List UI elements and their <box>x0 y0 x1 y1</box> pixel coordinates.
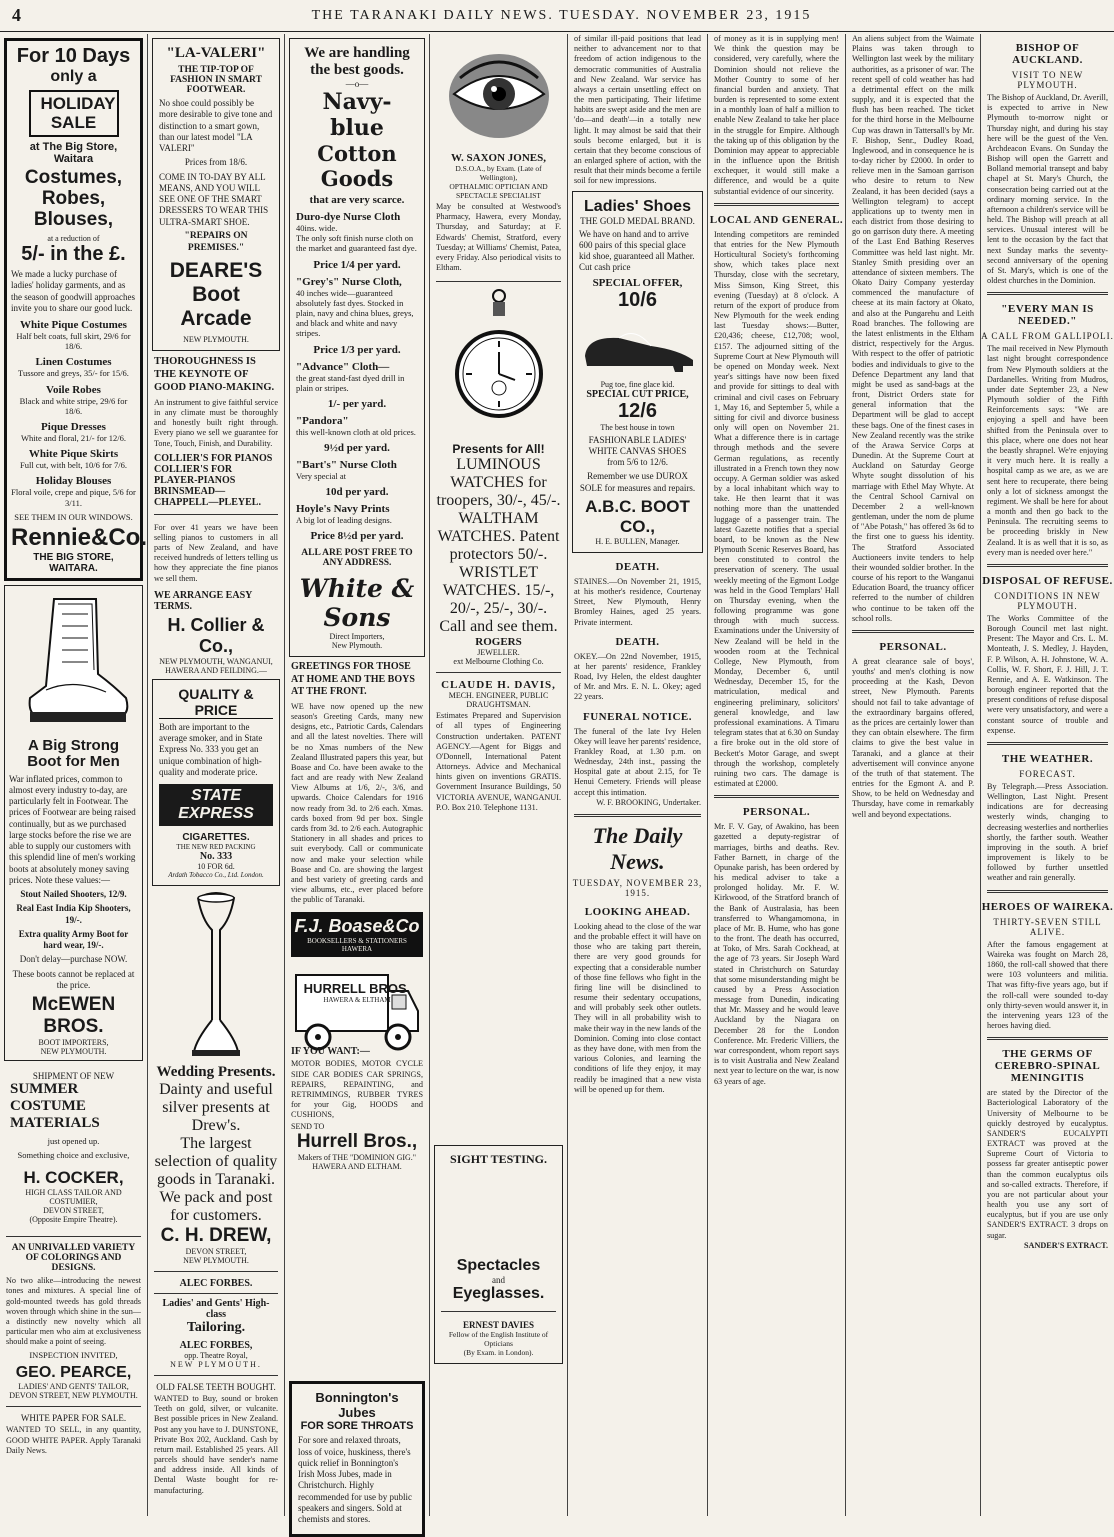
rennie-goods: Costumes, Robes, Blouses, <box>24 167 123 231</box>
collier-towns-2: HAWERA AND FEILDING.— <box>165 665 267 675</box>
white-big-1: Navy-blue <box>322 89 392 141</box>
article-continued: of similar ill-paid positions that lead neither to advancement nor to that freedom of action indigenous to the democratic communities of Australia and New Zealand. War service has always a certain unsettling effect on the men participating. Their lifetime habits are swept aside and the men are 'do—and death'—in a totally new light. It may almost be said that their souls become enlarged, but it is certain that they become conscious of an enlarged sphere of action, with the result that their minds become a fertile soil for new impressions. <box>574 34 701 186</box>
boot-item: Extra quality Army Boot for hard wear, 19/-. <box>18 928 129 951</box>
local-general-text: Intending competitors are reminded that entries for the New Plymouth Horticultural Society's forthcoming show, which takes place next Thursday, close with the secretary, Miss Simson, King Street, this evening (Tuesday) at 8 o'clock. A return of the export of produce from New Plymouth for the week ending last Tuesday shows:—Butter, £20,436; cheese, £12,708; wool, £157. The adjourned sitting of the Supreme Court at New Plymouth will be opened on Monday week. Next year's sittings have now been fixed and provide for sittings to deal with criminal and civil cases on February 1, May 16, and September 5, while a sitting for civil and divorce business only will open on November 21. What a difference there is in cartage through methods and the severe German regulations, as recently illustrated in a French town they now occupy. A German soldier was asked by a local inhabitant which way to take. He then learnt that it was nothing more than the unattended luggage of a passenger train. The latest Gazette notifies that a special board, to be known as the New Plymouth Scenic Reserves Board, has been constituted to control the preservation of scenery. The usual weekly meeting of the Egmont Lodge was held in the Good Templars' Hall on Thursday evening, when the following programme was gone through with much success. Examinations under the University of New Zealand will be held in the wooden room at the Technical College, New Plymouth, from Monday, December 6, until Wednesday, December 15, for the matriculation, medical and engineering preliminary, solicitors' general knowledge, and law professional examinations. A Timaru telegram states that at 6.30 on Sunday a fire broke out in the old store of Beckett's Motor Garage, and swept through the workshop, completely ruining two cars. The damage is estimated at £2000. <box>714 229 839 789</box>
hurrell-sign: HURRELL BROS. <box>303 981 411 997</box>
every-man-heading: "EVERY MAN IS NEEDED." <box>1001 303 1094 328</box>
white-item: Hoyle's Navy Prints <box>296 503 390 516</box>
column-6 <box>708 34 846 1516</box>
rennie-reduction-label: at a reduction of <box>47 234 100 244</box>
rogers-line-2: WALTHAM WATCHES. Patent protectors 50/-. <box>437 510 560 564</box>
boase-town: HAWERA <box>341 945 373 954</box>
rennie-location: at The Big Store, Waitara <box>29 141 118 166</box>
rennie-firm-name: Rennie&Co. <box>11 523 148 551</box>
pearce-invite: INSPECTION INVITED, <box>29 1350 118 1361</box>
white-item-price: Price 1/4 per yard. <box>313 258 401 271</box>
rogers-ad <box>436 288 561 666</box>
white-paper-text: WANTED TO SELL, in any quantity, GOOD WHITE PAPER. Apply Taranaki Daily News. <box>6 1425 141 1455</box>
rennie-ad <box>4 38 148 581</box>
hurrell-send: SEND TO <box>291 1122 325 1132</box>
weather-subheading: FORECAST. <box>1019 768 1076 779</box>
rennie-item-list <box>11 319 136 508</box>
davis-name: CLAUDE H. DAVIS, <box>441 679 556 692</box>
lavaleri-text-2: COME IN TO-DAY BY ALL MEANS, AND YOU WILL SEE ONE OF THE SMART DRESSERS TO WEAR THIS ULTRA-SMART SHOE. <box>159 171 269 227</box>
boase-ad <box>291 661 423 957</box>
boase-logo <box>291 912 423 957</box>
white-item-desc: Very special at <box>296 471 347 482</box>
rogers-firm-name: ROGERS <box>475 636 522 649</box>
column-3 <box>285 34 430 1525</box>
abc-caption: Pug toe, fine glace kid. <box>600 379 675 389</box>
boase-firm-role: BOOKSELLERS & STATIONERS <box>307 937 407 946</box>
drew-text-2: The largest selection of quality goods in Taranaki. <box>154 1135 278 1189</box>
pocket-watch-illustration <box>453 288 545 438</box>
collier-towns: NEW PLYMOUTH, WANGANUI, <box>159 656 273 666</box>
hurrell-firm-name: Hurrell Bros., <box>296 1131 418 1153</box>
lavaleri-ad <box>152 38 280 351</box>
sight-mid: Spectacles <box>456 1256 541 1274</box>
white-firm-name: White & Sons <box>299 574 415 633</box>
state-brand: STATE EXPRESS <box>159 784 273 826</box>
state-cigarettes: CIGARETTES. <box>182 832 250 844</box>
forbes-firm-name: ALEC FORBES, <box>179 1340 253 1352</box>
collier-line-3: BRINSMEAD—CHAPPELL—PLEYEL. <box>154 485 261 508</box>
abc-price-1: 10/6 <box>618 288 657 311</box>
sight-credentials-2: (By Exam. in London). <box>463 1347 534 1357</box>
saxon-credentials: D.S.O.A., by Exam. (Late of Wellington), <box>455 164 542 182</box>
bishop-subheading: VISIT TO NEW PLYMOUTH. <box>1011 70 1084 90</box>
death-heading-2: DEATH. <box>615 635 660 648</box>
daily-news-date: TUESDAY, NOVEMBER 23, 1915. <box>572 877 703 898</box>
pearce-firm-name: GEO. PEARCE, <box>15 1364 132 1382</box>
abc-fashion: FASHIONABLE LADIES' WHITE CANVAS SHOES from 5/6 to 12/6. <box>588 434 687 468</box>
white-item-price: 10d per yard. <box>325 486 389 499</box>
white-item: "Pandora" <box>296 414 349 427</box>
white-paper-heading: WHITE PAPER FOR SALE. <box>20 1413 127 1424</box>
saxon-text: May be consulted at Westwood's Pharmacy, Hawera, every Monday, Thursday, and Saturday; at F. Edwards' Chemist, Stratford, every Tuesday; at Williams' Chemist, Patea, every Friday. Also periodical visits to Eltham. <box>436 202 561 273</box>
white-item: "Bart's" Nurse Cloth <box>296 459 397 472</box>
abc-special: SPECIAL OFFER, <box>592 276 683 289</box>
state-express-ad <box>152 679 280 886</box>
white-item-price: Price 8½d per yard. <box>310 530 404 543</box>
column-7 <box>846 34 981 1516</box>
abc-heading: Ladies' Shoes <box>584 197 691 215</box>
collier-line-2: COLLIER'S FOR PLAYER-PIANOS <box>154 463 236 486</box>
deares-firm-name-2: Boot Arcade <box>180 282 252 330</box>
column-2 <box>148 34 285 1516</box>
state-price: 10 FOR 6d. <box>197 862 235 872</box>
drew-town: NEW PLYMOUTH. <box>183 1256 249 1266</box>
forbes-town: NEW PLYMOUTH. <box>170 1360 262 1370</box>
rennie-town: WAITARA. <box>49 562 98 574</box>
state-text: Both are important to the average smoker, and in State Express No. 333 you get an unique combination of high-quality and moderate price. <box>159 721 263 777</box>
boot-item: Stout Nailed Shooters, 12/9. <box>20 889 127 900</box>
mcewen-boot-ad <box>4 585 143 1062</box>
drew-ad <box>154 890 278 1265</box>
pearce-role: LADIES' AND GENTS' TAILOR, <box>18 1382 129 1392</box>
personal-text: Mr. F. V. Gay, of Awakino, has been gazetted a deputy-registrar of marriages, births and deaths. Rev. Father Barnett, in charge of the Opunake parish, has been ordered by his medical adviser to take a prolonged holiday. Mr. F. W. Kirkwood, of the Stratford branch of the Bank of Australasia, has been transferred to Whangamomona, in place of Mr. B. Hume, who has gone to the front. The death has occurred, at Toko, of Mrs. Sarah Cockhead, at the age of 73 years. Sir Joseph Ward stated in Christchurch on Saturday that some misunderstanding might be caused by a Press Association message from Dunedin, indicating that Mr. Massey and he would leave Auckland by the Niagara on December 28 for the London Conference. Mr. Frederic Villiers, the war correspondent, whom report says is to visit Australia and New Zealand next year to lecture on the war, is now 63 years of age. <box>714 822 839 1086</box>
bishop-text: The Bishop of Auckland, Dr. Averill, is expected to arrive in New Plymouth to-morrow night or Thursday night, and during his stay here will be the guest of the Ven. Archdeacon Evans. On Sunday the Bishop will open the Garrett and Bolland memorial transept and baby chapel at St. Mary's Church, the consecration being carried out at the ordinary morning service. In the afternoon a children's service will be held. The Bishop will preach at all services. Unusual interest will be lent to the occasion by the fact that next Sunday marks the seventy-second anniversary of the opening of St. Mary's, which is one of the oldest churches in the Dominion. <box>987 93 1108 286</box>
hurrell-sign-2: HAWERA & ELTHAM <box>323 996 391 1005</box>
white-line-3: that are very scarce. <box>309 194 405 206</box>
state-quality-heading: QUALITY & PRICE <box>159 686 273 719</box>
sanders-sign: SANDER'S EXTRACT. <box>1023 1240 1108 1250</box>
refuse-heading: DISPOSAL OF REFUSE. <box>982 574 1113 587</box>
sight-mid-2: and <box>492 1274 505 1285</box>
death-notice-1: STAINES.—On November 21, 1915, at his mother's residence, Courtenay Street, New Plymouth, Henry Bromley Haines, aged 25 years. Private interment. <box>574 576 701 627</box>
rogers-heading: Presents for All! <box>452 442 545 457</box>
rennie-line1: For 10 Days <box>16 45 131 67</box>
boot-heading: A Big Strong Boot for Men <box>27 736 120 771</box>
shoe-illustration <box>579 316 699 376</box>
col7-personal-text: A great clearance sale of boys', youths' and men's clothing is now proceeding at the Kash, Devon street, New Plymouth. Parents should not fail to take advantage of the extraordinary bargains offered, as the prices are certainly lower than they can obtain elsewhere. The firm claims to give the best value in Taranaki, and a glance at their advertisement will convince anyone of the truth of that statement. The entries for the Egmont A. and P. Show, to be held on Wednesday and Thursday, have come in remarkably well and beyond expectations. <box>852 656 974 819</box>
cocker-ad <box>6 1065 141 1230</box>
abc-remember: Remember we use DUROX SOLE for measures and repairs. <box>579 471 696 493</box>
weather-text: By Telegraph.—Press Association. Wellington, Last Night. Present indications are for decreasing westerly winds, changing to decreasing westerlies and northerlies shortly, the farther south. Weather improving in the south. A brief improvement is likely to be followed by further unsettled weather and rain generally. <box>987 781 1108 883</box>
local-general-heading: LOCAL AND GENERAL. <box>709 213 844 226</box>
rennie-line2: only a <box>50 68 97 85</box>
rennie-item-desc: Half belt coats, full skirt, 29/6 for 18/6. <box>16 331 131 352</box>
boase-firm-name: F.J. Boase&Co <box>294 916 420 937</box>
rennie-intro: We made a lucky purchase of ladies' holiday garments, and as the season of goodwill approaches invite you to share our good luck. <box>11 269 135 313</box>
abc-special-2: SPECIAL CUT PRICE, <box>586 388 689 400</box>
eye-illustration <box>444 38 554 148</box>
boot-note-2: These boots cannot be replaced at the price. <box>12 968 135 990</box>
davis-text: Estimates Prepared and Supervision of all types of Engineering Construction undertaken. PATENT AGENCY.—Agent for Biggs and O'Donnell, International Patent Attorneys. Advice and Mechanical hints given on inventions GRATIS. Government Insurance Buildings, 50 VICTORIA AVENUE, WANGANUI. P.O. Box 210. Telephone 1131. <box>436 711 561 812</box>
saxon-jones-ad <box>436 38 561 275</box>
state-makers: Ardath Tobacco Co., Ltd. London. <box>168 871 264 880</box>
every-man-text: The mail received in New Plymouth last night brought correspondence from New Plymouth soldiers at the Dardanelles. Writing from Mudros, under date September 23, a New Plymouth soldier of the Fifth Reinforcements says: "We are enjoying a spell and have been shifted from the Peninsula over to this place, where one does not hear the beastly shrapnel. We're enjoying it very much here. It is really a hospital camp as we are, as we are sent here to recuperate, there being only a lot of sickness amongst the regiment. We shall be here for about a month and then go back to the Peninsula. The recruiting seems to be proceeding briskly in New Zealand. It is as well that it is so, as every man is needed over here." <box>987 344 1108 557</box>
mcewen-role: BOOT IMPORTERS, <box>38 1038 109 1048</box>
funeral-heading: FUNERAL NOTICE. <box>583 710 692 723</box>
rennie-item: Pique Dresses <box>41 420 106 433</box>
sight-credentials: Fellow of the English Institute of Opticians <box>448 1329 549 1348</box>
rennie-item-desc: Tussore and greys, 35/- for 15/6. <box>18 368 129 379</box>
column-4 <box>430 34 568 1516</box>
white-item-desc: 40ins. wide. <box>296 223 338 233</box>
editorial-text: Looking ahead to the close of the war and the probable effect it will have on those who are taking part therein, there are very good grounds for expecting that a considerable number of those fine fellows who fight in the firing line will be disinclined to resume their sedentary occupations, and will probably seek other outlets. They will in all probability wish to make their way in the new lands of the Dominion. Coming into close contact as they have done, with men from the various Colonies, and learning the conditions of life they enjoy, it may readily be imagined that a new vista will be opened up for them. <box>574 921 701 1094</box>
collier-ad <box>154 355 278 675</box>
saxon-role: OPTHALMIC OPTICIAN AND SPECTACLE SPECIALIST <box>449 182 548 200</box>
bonnington-text: For sore and relaxed throats, loss of voice, huskiness, there's quick relief in Bonnington's Irish Moss Jubes, made in Christchurch. Highly recommended for use by public speakers and singers. Sold at chemists and stores. <box>298 1435 412 1525</box>
hurrell-role: Makers of THE "DOMINION GIG." <box>297 1153 417 1163</box>
pearce-address: DEVON STREET, NEW PLYMOUTH. <box>9 1391 138 1401</box>
white-item: "Grey's" Nurse Cloth, <box>296 275 402 288</box>
boot-item: Real East India Kip Shooters, 19/-. <box>16 903 131 925</box>
white-item-list <box>296 211 418 542</box>
death-heading: DEATH. <box>615 560 660 573</box>
pearce-heading: AN UNRIVALLED VARIETY OF COLORINGS AND DESIGNS. <box>11 1243 136 1274</box>
sight-mid-3: Eyeglasses. <box>452 1284 545 1302</box>
collier-firm-name: H. Collier & Co., <box>167 614 265 656</box>
pearce-text: No two alike—introducing the newest tones and mixtures. A special line of gold-mounted tweeds has gold threads woven through which shine in the sun—a distinctly new novelty which all particular men who aim at exclusiveness should make a point of seeing. <box>6 1276 141 1347</box>
white-item-desc: 40 inches wide—guaranteed absolutely fast dyes. Stocked in plain, navy and china blues, greys, and black and white and navy stripes. <box>296 287 414 339</box>
funeral-notice: The funeral of the late Ivy Helen Okey will leave her parents' residence, Frankley Road, at 1.30 p.m. on Wednesday, 24th inst., passing the Hospital gate at about 2.15, for Te Henui Cemetery. Friends will please accept this intimation. <box>574 726 701 797</box>
white-item-price: 1/- per yard. <box>327 397 387 410</box>
undertaker-sign: W. F. BROOKING, Undertaker. <box>596 797 701 807</box>
white-item-price: Price 1/3 per yard. <box>313 343 401 356</box>
white-town: New Plymouth. <box>331 641 383 651</box>
rennie-item-desc: Full cut, with belt, 10/6 for 7/6. <box>20 460 127 471</box>
cocker-intro: SHIPMENT OF NEW <box>32 1071 115 1082</box>
editorial-heading: LOOKING AHEAD. <box>584 905 691 918</box>
white-item-desc: the great stand-fast dyed drill in plain or stripes. <box>296 372 405 393</box>
column-1 <box>0 34 148 1516</box>
page-number: 4 <box>12 5 21 25</box>
cocker-role: HIGH CLASS TAILOR AND COSTUMIER, <box>25 1188 122 1207</box>
sight-testing-ad <box>434 1145 563 1364</box>
white-item-desc-2: The only soft finish nurse cloth on the market and guaranteed fast dye. <box>296 233 417 254</box>
abc-boot-ad <box>572 191 703 553</box>
drew-title: Wedding Presents. <box>156 1064 276 1081</box>
white-role: Direct Importers, <box>329 632 385 642</box>
cocker-line2: COSTUME <box>10 1098 86 1115</box>
rennie-item-desc: White and floral, 21/- for 12/6. <box>20 432 127 443</box>
abc-house: The best house in town <box>600 422 675 432</box>
pearce-ad <box>6 1243 141 1400</box>
lavaleri-text: No shoe could possibly be more desirable to give tone and distinction to a smart gown, than our latest model "LA VALERI" <box>159 98 273 153</box>
teeth-heading: OLD FALSE TEETH BOUGHT. <box>156 1382 276 1393</box>
white-item-desc: A big lot of leading designs. <box>296 515 392 526</box>
white-item: "Advance" Cloth— <box>296 360 390 373</box>
rennie-item: Holiday Blouses <box>35 475 112 488</box>
white-item-desc: this well-known cloth at old prices. <box>296 426 416 437</box>
sight-heading: SIGHT TESTING. <box>450 1151 547 1166</box>
personal-heading: PERSONAL. <box>742 806 811 819</box>
every-man-subheading: A CALL FROM GALLIPOLI. <box>981 331 1114 342</box>
deares-firm-name: DEARE'S <box>169 258 263 282</box>
cocker-opposite: (Opposite Empire Theatre). <box>29 1215 118 1225</box>
drew-text: Dainty and useful silver presents at Drew's. <box>159 1081 273 1135</box>
forbes-ad <box>154 1278 278 1369</box>
teeth-ad <box>154 1382 278 1498</box>
waireka-subheading: THIRTY-SEVEN STILL ALIVE. <box>993 916 1102 937</box>
abc-manager: H. E. BULLEN, Manager. <box>595 536 680 546</box>
col7-personal-heading: PERSONAL. <box>879 640 947 653</box>
death-notice-2: OKEY.—On 22nd November, 1915, at her parents' residence, Frankley Road, Ivy Helen, the eldest daughter of Mr. and Mrs. E. N. L. Okey; aged 22 years. <box>574 651 701 702</box>
rennie-see-windows: SEE THEM IN OUR WINDOWS. <box>14 511 133 522</box>
abc-price-2: 12/6 <box>618 399 657 422</box>
waireka-heading: HEROES OF WAIREKA. <box>981 900 1114 913</box>
rennie-item-desc: Floral voile, crepe and pique, 5/6 for 3/11. <box>11 487 136 508</box>
white-big-2: Cotton Goods <box>317 141 397 191</box>
boot-note: Don't delay—purchase NOW. <box>19 954 128 965</box>
saxon-name: W. SAXON JONES, <box>451 152 546 164</box>
boase-text: WE have now opened up the new season's Greeting Cards, many new designs, etc., Patriotic Cards, Calendars and all the latest novelties. There will be no Xmas numbers of the New Zealand Illustrated papers this year, but Boase and Co. have been awake to the fact and are ready with New Zealand View Albums at 1/6, 2/-, 3/6, and upwards. Choice Calendars for 1916 now ready from 3d. to 2/6 each. Xmas. cards boxed from 9d per box. Single cards from 3d. to 2/6 each. Autographic Stationery in all shades and prices to suit everybody. Call or communicate now and make your selection while Boase and Co. are showing the largest and best variety of greeting cards and view albums, etc., ever placed before the public of Taranaki. <box>291 701 423 905</box>
boase-heading: GREETINGS FOR THOSE AT HOME AND THE BOYS AT THE FRONT. <box>291 661 415 698</box>
boot-text: War inflated prices, common to almost every industry to-day, are particularly felt in Footwear. The prices of Footwear are being raised continually, but as we purchased large stocks before the rise we are able to supply our customers with this splendid line of men's working boots at absolutely money saving prices. Note these values:— <box>9 773 136 885</box>
column-8 <box>981 34 1114 1516</box>
deares-town: NEW PLYMOUTH. <box>183 334 249 344</box>
boot-illustration <box>14 594 134 734</box>
white-paper-ad <box>6 1413 141 1458</box>
hurrell-want: IF YOU WANT:— <box>291 1046 370 1058</box>
cocker-firm-name: H. COCKER, <box>23 1168 124 1188</box>
davis-ad <box>436 679 561 815</box>
white-line-1: We are handling <box>304 45 410 61</box>
abc-text: We have on hand and to arrive 600 pairs of this special glace kid shoe, guaranteed all Mather. Cut cash price <box>579 228 695 273</box>
white-item: Duro-dye Nurse Cloth <box>296 211 401 223</box>
cocker-address: DEVON STREET, <box>43 1206 104 1216</box>
cocker-line5: Something choice and exclusive, <box>17 1150 130 1161</box>
white-post: ALL ARE POST FREE TO ANY ADDRESS. <box>301 548 413 569</box>
cocker-line3: MATERIALS <box>10 1115 100 1132</box>
white-sons-ad: We are handling the best goods. —o— Navy-blue Cotton Goods that are very scarce. Duro-dye Nurse Cloth 40ins. wide. The only soft finish nurse cloth on the market and guaranteed fast dye. Price 1/4 per yard. "Grey's" Nurse Cloth, 40 inches wide—guaranteed absolutely fast dyes. Stocked in plain, navy and china blues, greys, and black and white and navy stripes. Price 1/3 per yard. "Advance" Cloth— the great stand-fast dyed drill in plain or stripes. 1/- per yard. "Pandora" this well-known cloth at old prices. 9½d per yard. "Bart's" Nurse Cloth Very special at 10d per yard. Hoyle's Navy Prints A big lot of leading designs. Price 8½d per yard. ALL ARE POST FREE TO ANY ADDRESS. White & Sons Direct Importers, New Plymouth. <box>289 38 425 657</box>
rogers-line-4: Call and see them. <box>439 618 558 636</box>
rogers-address: ext Melbourne Clothing Co. <box>453 657 544 667</box>
forbes-line-2: Tailoring. <box>186 1320 246 1336</box>
drew-address: DEVON STREET, <box>185 1247 247 1257</box>
waireka-text: After the famous engagement at Waireka was fought on March 28, 1860, the roll-call showed that there were 103 volunteers and militia. That was fifty-five years ago, but if the roll-call were sounded to-day only thirty-seven would answer it, in the intervening years 123 of the heroes having died. <box>987 939 1108 1031</box>
drew-text-3: We pack and post for customers. <box>159 1189 273 1225</box>
drew-firm-name: C. H. DREW, <box>160 1225 272 1247</box>
col7-article: An aliens subject from the Waimate Plains was taken through to Wellington last week by the military authorities, as a prisoner of war. The recent spell of cold weather has had a detrimental effect on the milk supply, and it is expected that the flush has been reached. The ticket for the third horse in the Melbourne Cup was drawn in Tattersall's by Mr. F. Bishop, Senr., Dudley Road, Inglewood, and in consequence he is to-day richer by £2000. In order to relieve men in the Samoan garrison who desire to return to New Zealand, it has been decided (says a Wellington telegram) to accept applications up to twenty men in each district from those desiring to go on garrison duty there. A meeting of the Last End Bathing Reserves Committee was held last night. Mr. Stanley Smith presiding over an attendance of sixteen members. The Okato Dairy Company yesterday commenced the manufacture of cheese at its main factory at Okato, and also at the Pungarehu and Leith Road branches. The following are the latest enlistments in the Eltham district, respectively for the Argus. With respect to the offer of patriotic bodies and individuals to give to the Defence Department any land that might be used as sand-bags at the front, District Orders state for general information that the Department will be glad to accept these bags. One of the finest cases in New Zealand recently was the strike of the Arawa Service Corps at Dunedin. At the Supreme Court at Auckland on Saturday George Whyte sought dissolution of his marriage with Ethel May Whyte. At the Central School Carnival on December 2 a well-known gentleman, under the nom de plume of "Abe Potash," has offered 3s 6d to the first one to guess his identity. The Stratford Associated Auctioneers invite tenders to help their wounded soldier brother. In the course of his report to the Wanganui Education Board, the truancy officer referred to the number of children who continue to be taken off the school rolls. <box>852 34 974 623</box>
lavaleri-subtitle: THE TIP-TOP OF FASHION IN SMART FOOTWEAR. <box>170 65 262 95</box>
rogers-line-3: WRISTLET WATCHES. 15/-, 20/-, 25/-, 30/-. <box>442 564 555 618</box>
rennie-item: Linen Costumes <box>35 356 112 369</box>
bonnington-title: Bonnington's Jubes <box>315 1390 399 1421</box>
col6-article: of money as it is in supplying men! We think the question may be considered, very carefully, where the Dominion should not relieve the Mother Country to some of her financial burden and anxiety. That burden is represented to some extent in a monthly loan of half a million to enable New Zealand to take her place in the struggle for Empire. Although the taking up of this obligation by the Dominion may appear to appreciable in the influence upon the British exchequer, it would still make a difference, and would be a quite substantial evidence of our sincerity. <box>714 34 839 196</box>
forbes-line-1: Ladies' and Gents' High-class <box>162 1298 270 1321</box>
white-item-price: 9½d per yard. <box>324 442 390 455</box>
davis-role: MECH. ENGINEER, PUBLIC DRAUGHTSMAN. <box>448 691 549 710</box>
mcewen-firm-name: McEWEN BROS. <box>31 994 116 1038</box>
refuse-subheading: CONDITIONS IN NEW PLYMOUTH. <box>994 590 1101 611</box>
rogers-role: JEWELLER. <box>477 648 520 658</box>
hurrell-ad <box>291 961 423 1171</box>
cocker-line1: SUMMER <box>10 1081 79 1098</box>
refuse-text: The Works Committee of the Borough Council met last night. Present: The Mayor and Crs. L. M. Monteath, J. S. Medley, J. Hayden, F. P. Wilson, A. H. Johnstone, W. A. Collis, W. F. Short, F. J. Hill, J. T. Rennie, and A. E. Watkinson. The borough engineer reported that the present conditions of refuse disposal were very unsatisfactory, and were a constant source of trouble and expense. <box>987 613 1108 735</box>
rennie-item: Voile Robes <box>46 383 101 396</box>
forbes-top: ALEC FORBES. <box>179 1278 253 1290</box>
collier-heading: THOROUGHNESS IS THE KEYNOTE OF GOOD PIANO-MAKING. <box>154 355 275 393</box>
white-line-2: the best goods. <box>310 62 404 78</box>
daily-news-title: The Daily News. <box>592 822 683 874</box>
germs-heading: THE GERMS OF CEREBRO-SPINAL MENINGITIS <box>994 1048 1101 1085</box>
collier-line-1: COLLIER'S FOR PIANOS <box>154 452 273 464</box>
holiday-sale-box: HOLIDAY SALE <box>29 90 119 137</box>
forbes-address: opp. Theatre Royal, <box>184 1351 248 1361</box>
cocker-line4: just opened up. <box>47 1136 100 1147</box>
newspaper-title: THE TARANAKI DAILY NEWS. TUESDAY. NOVEMBER 23, 1915 <box>311 7 812 23</box>
column-5 <box>568 34 708 1516</box>
vase-illustration <box>186 890 246 1060</box>
lavaleri-repairs: "REPAIRS ON PREMISES." <box>184 230 248 253</box>
bonnington-subtitle: FOR SORE THROATS <box>300 1420 414 1433</box>
teeth-text: WANTED to Buy, sound or broken Teeth on gold, silver, or vulcanite. Best possible prices in New Zealand. Post any you have to J. DUNSTONE, Private Box 202, Auckland. Cash by return mail. Established 25 years. All parcels should have sender's name and address inside. All kinds of Dental Waste bought for re-manufacturing. <box>154 1394 278 1495</box>
rennie-item: White Pique Costumes <box>20 319 127 332</box>
lavaleri-price: Prices from 18/6. <box>184 157 248 168</box>
mcewen-town: NEW PLYMOUTH. <box>40 1047 107 1057</box>
lavaleri-title: "LA-VALERI" <box>166 45 266 61</box>
collier-text-2: For over 41 years we have been selling pianos to customers in all parts of New Zealand, and have received hundreds of letters telling us how they appreciate the fine pianos we sell them. <box>154 522 278 583</box>
germs-text: are stated by the Director of the Bacteriological Laboratory of the University of Melbourne to be quickly destroyed by eucalyptus. SANDER'S EUCALYPTI EXTRACT was proved at the Supreme Court of Victoria to possess far greater antiseptic power than the common eucalyptus oils and so-called extracts. Therefore, if you are not particular about your health you use any sort of eucalyptus, but if you are use only SANDER'S EXTRACT. 3 drops on sugar. <box>987 1088 1108 1240</box>
collier-text: An instrument to give faithful service in any climate must be thoroughly and honestly built right through. Every piano we sell we guarantee for Tone, Touch, Finish, and Durability. <box>154 397 278 448</box>
bonnington-ad <box>289 1381 425 1537</box>
hurrell-list: MOTOR BODIES, MOTOR CYCLE SIDE CAR BODIES CAR SPRINGS, REPAIRS, REPAINTING, and RETRIMMINGS, RUBBER TYRES for your Gig, HOODS and CUSHIONS, <box>291 1059 423 1120</box>
abc-brand: THE GOLD MEDAL BRAND. <box>580 215 695 226</box>
masthead <box>0 0 1114 32</box>
hurrell-towns: HAWERA AND ELTHAM. <box>312 1162 402 1172</box>
state-number: No. 333 <box>199 851 233 863</box>
rennie-store: THE BIG STORE, <box>33 551 114 563</box>
rogers-line-1: LUMINOUS WATCHES for troopers, 30/-, 45/-. <box>436 456 561 510</box>
collier-terms: WE ARRANGE EASY TERMS. <box>154 589 252 612</box>
weather-heading: THE WEATHER. <box>1001 752 1094 765</box>
rennie-reduction: 5/- in the £. <box>21 243 126 266</box>
sight-name: ERNEST DAVIES <box>463 1319 534 1330</box>
state-pack: THE NEW RED PACKING <box>176 843 256 852</box>
rennie-item: White Pique Skirts <box>28 448 119 461</box>
bishop-heading: BISHOP OF AUCKLAND. <box>1012 42 1083 66</box>
abc-firm-name: A.B.C. BOOT CO., <box>585 496 690 536</box>
rennie-item-desc: Black and white stripe, 29/6 for 18/6. <box>19 395 128 416</box>
